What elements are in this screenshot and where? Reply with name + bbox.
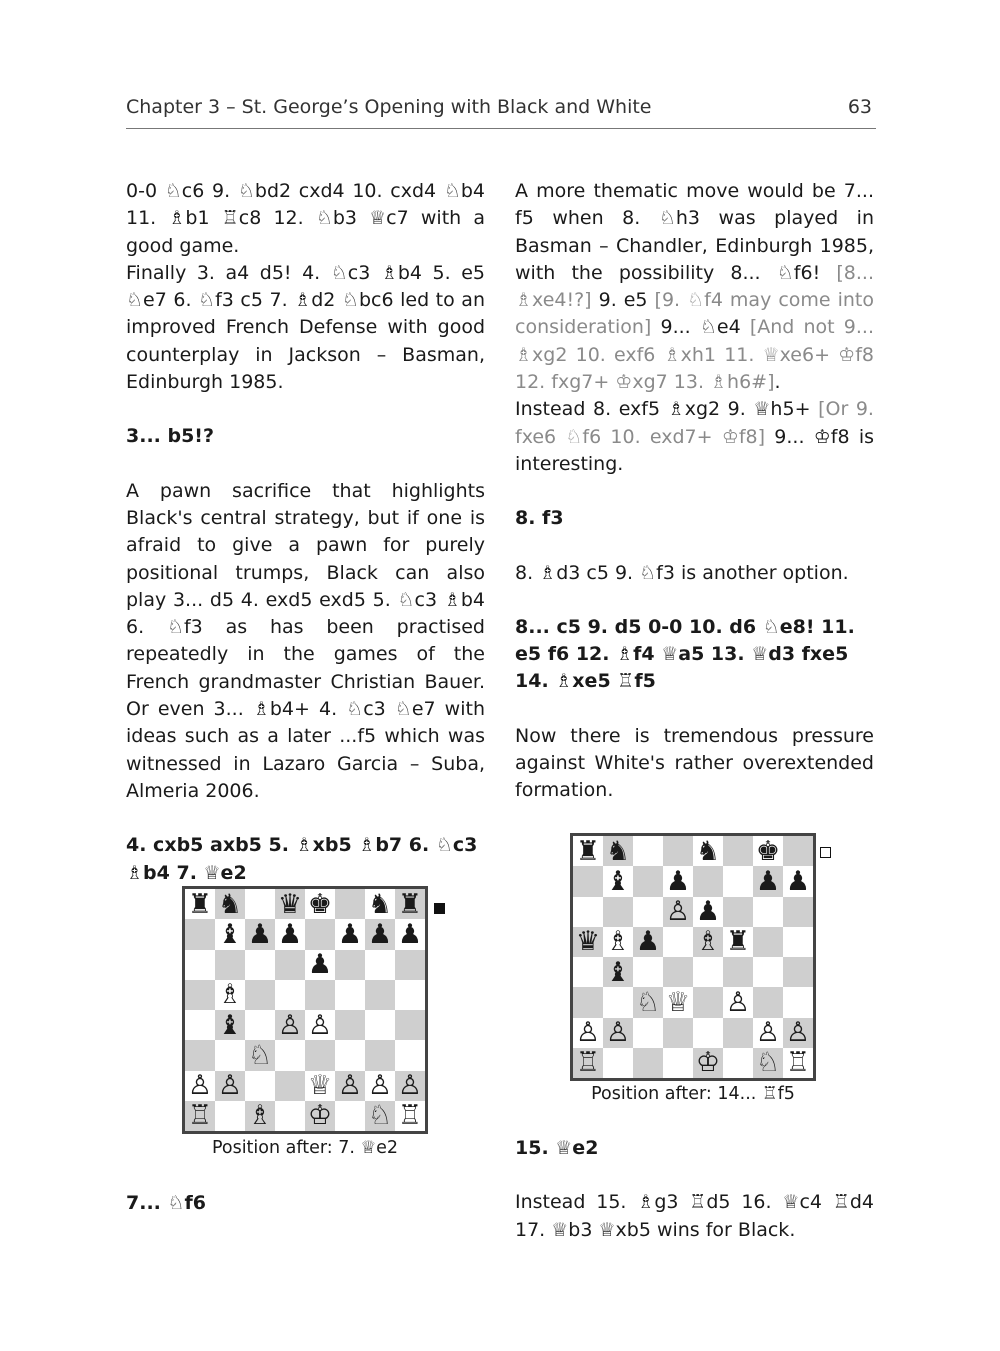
left-paragraph-1: 0-0 ♘c6 9. ♘bd2 cxd4 10. cxd4 ♘b4 11. ♗b1 ♖c8 12. ♘b3 ♕c7 with a good game.	[126, 180, 485, 257]
square-d1	[275, 1101, 305, 1131]
chess-piece: ♝	[217, 1009, 243, 1041]
move-heading-8f3: 8. f3	[515, 507, 564, 530]
square-b3	[603, 987, 633, 1017]
right-paragraph-3: 8. ♗d3 c5 9. ♘f3 is another option.	[515, 561, 849, 584]
square-a2	[185, 1071, 215, 1101]
square-d7	[275, 919, 305, 949]
square-f1	[723, 1048, 753, 1078]
square-g3	[753, 987, 783, 1017]
square-f8	[335, 889, 365, 919]
square-d2	[663, 1018, 693, 1048]
square-g5	[365, 980, 395, 1010]
square-d1	[663, 1048, 693, 1078]
square-c6	[245, 950, 275, 980]
chess-piece: ♟	[785, 865, 811, 897]
chess-piece: ♚	[755, 835, 781, 867]
chess-piece: ♙	[575, 1017, 601, 1049]
chess-piece: ♝	[605, 865, 631, 897]
square-f4	[335, 1010, 365, 1040]
square-g1	[365, 1101, 395, 1131]
square-g4	[365, 1010, 395, 1040]
square-f8	[723, 836, 753, 866]
square-h3	[395, 1040, 425, 1070]
chess-piece: ♕	[307, 1070, 333, 1102]
chess-piece: ♟	[755, 865, 781, 897]
square-h3	[783, 987, 813, 1017]
square-h2	[395, 1071, 425, 1101]
square-c4	[245, 1010, 275, 1040]
square-f2	[723, 1018, 753, 1048]
chess-piece: ♘	[247, 1039, 273, 1071]
square-c1	[245, 1101, 275, 1131]
square-e5	[693, 927, 723, 957]
chess-piece: ♟	[695, 896, 721, 928]
square-g8	[365, 889, 395, 919]
square-f1	[335, 1101, 365, 1131]
chess-piece: ♙	[367, 1070, 393, 1102]
text-main: A more thematic move would be 7... f5 when 8. ♘h3 was played in Basman – Chandler, Edinburgh 1985, with the possibility 8... ♘f6!	[515, 180, 874, 284]
chess-piece: ♟	[337, 918, 363, 950]
chess-piece: ♖	[785, 1047, 811, 1079]
square-h6	[783, 897, 813, 927]
square-g3	[365, 1040, 395, 1070]
square-g6	[753, 897, 783, 927]
chess-piece: ♜	[397, 888, 423, 920]
variation-grey: [And not 9... ♗xg2 10. exf6 ♗xh1 11. ♕xe6+ ♔f8 12. fxg7+ ♔xg7 13. ♗h6#]	[515, 316, 875, 394]
chess-piece: ♔	[695, 1047, 721, 1079]
chess-piece: ♝	[217, 918, 243, 950]
square-g7	[753, 866, 783, 896]
chess-piece: ♛	[277, 888, 303, 920]
move-heading-4cxb5: 4. cxb5 axb5 5. ♗xb5 ♗b7 6. ♘c3 ♗b4 7. ♕e2	[126, 834, 478, 884]
square-h5	[783, 927, 813, 957]
square-b4	[603, 957, 633, 987]
square-e2	[693, 1018, 723, 1048]
square-b7	[603, 866, 633, 896]
square-a5	[573, 927, 603, 957]
square-b2	[215, 1071, 245, 1101]
chessboard-1	[182, 886, 428, 1134]
chess-piece: ♔	[307, 1100, 333, 1132]
chessboard-2	[570, 833, 816, 1081]
text-main: 9... ♔f8 is interesting.	[515, 425, 874, 475]
diagram-1-caption: Position after: 7. ♕e2	[211, 1138, 399, 1158]
chess-piece: ♘	[755, 1047, 781, 1079]
variation-grey: [Or 9. fxe6 ♘f6 10. exd7+ ♔f8]	[515, 398, 874, 448]
square-d2	[275, 1071, 305, 1101]
square-b1	[603, 1048, 633, 1078]
square-a4	[573, 957, 603, 987]
square-b1	[215, 1101, 245, 1131]
chess-piece: ♙	[605, 1017, 631, 1049]
diagram-2-caption: Position after: 14... ♖f5	[591, 1084, 795, 1104]
square-a3	[573, 987, 603, 1017]
square-f7	[723, 866, 753, 896]
right-column	[515, 178, 874, 805]
move-heading-3b5: 3... b5!?	[126, 425, 214, 448]
right-paragraph-4: Now there is tremendous pressure against White's rather overextended formation.	[515, 724, 874, 802]
square-c5	[633, 927, 663, 957]
square-a8	[185, 889, 215, 919]
square-d6	[275, 950, 305, 980]
chess-piece: ♙	[337, 1070, 363, 1102]
right-paragraph-2	[515, 396, 874, 478]
chess-piece: ♜	[725, 926, 751, 958]
square-d6	[663, 897, 693, 927]
square-g6	[365, 950, 395, 980]
page-header	[126, 96, 876, 129]
chess-piece: ♜	[187, 888, 213, 920]
square-e7	[693, 866, 723, 896]
chess-piece: ♖	[187, 1100, 213, 1132]
chess-piece: ♝	[605, 956, 631, 988]
chess-piece: ♙	[725, 986, 751, 1018]
chess-piece: ♛	[575, 926, 601, 958]
white-to-move-marker	[820, 847, 831, 858]
text-main: 9... ♘e4	[660, 316, 741, 339]
square-b4	[215, 1010, 245, 1040]
chess-piece: ♟	[397, 918, 423, 950]
square-h1	[783, 1048, 813, 1078]
square-e6	[693, 897, 723, 927]
square-b8	[215, 889, 245, 919]
chess-piece: ♙	[665, 896, 691, 928]
square-h6	[395, 950, 425, 980]
square-g2	[753, 1018, 783, 1048]
square-a5	[185, 980, 215, 1010]
square-a4	[185, 1010, 215, 1040]
square-a1	[185, 1101, 215, 1131]
square-a3	[185, 1040, 215, 1070]
text-main: .	[774, 371, 781, 394]
square-e4	[693, 957, 723, 987]
left-paragraph-2: Finally 3. a4 d5! 4. ♘c3 ♗b4 5. e5 ♘e7 6. ♘f3 c5 7. ♗d2 ♘bc6 led to an improved French Defense with good counterplay in Jackson – Basman, Edinburgh 1985.	[126, 261, 485, 394]
square-b5	[215, 980, 245, 1010]
chess-piece: ♘	[635, 986, 661, 1018]
chess-piece: ♞	[605, 835, 631, 867]
square-a6	[573, 897, 603, 927]
square-b3	[215, 1040, 245, 1070]
chess-diagram-2	[570, 833, 816, 1081]
square-h5	[395, 980, 425, 1010]
square-h4	[783, 957, 813, 987]
square-f3	[335, 1040, 365, 1070]
chess-piece: ♙	[785, 1017, 811, 1049]
chess-piece: ♕	[665, 986, 691, 1018]
square-b6	[603, 897, 633, 927]
left-column-bottom	[126, 1190, 485, 1217]
square-e3	[305, 1040, 335, 1070]
square-f5	[335, 980, 365, 1010]
square-g4	[753, 957, 783, 987]
square-d3	[663, 987, 693, 1017]
square-e1	[305, 1101, 335, 1131]
chess-piece: ♗	[605, 926, 631, 958]
variation-grey: [8... ♗xe4!?]	[515, 261, 874, 312]
left-column	[126, 178, 485, 887]
chapter-title: Chapter 3 – St. George’s Opening with Black and White	[126, 96, 652, 118]
move-heading-15qe2: 15. ♕e2	[515, 1137, 599, 1159]
square-b8	[603, 836, 633, 866]
square-d4	[275, 1010, 305, 1040]
square-h8	[395, 889, 425, 919]
square-d7	[663, 866, 693, 896]
page-number: 63	[847, 96, 872, 118]
square-e4	[305, 1010, 335, 1040]
square-d3	[275, 1040, 305, 1070]
square-c1	[633, 1048, 663, 1078]
square-e7	[305, 919, 335, 949]
square-e3	[693, 987, 723, 1017]
square-c4	[633, 957, 663, 987]
square-c2	[633, 1018, 663, 1048]
chess-piece: ♖	[397, 1100, 423, 1132]
right-paragraph-5: Instead 15. ♗g3 ♖d5 16. ♕c4 ♖d4 17. ♕b3 ♕xb5 wins for Black.	[515, 1191, 874, 1241]
square-c7	[633, 866, 663, 896]
square-d5	[275, 980, 305, 1010]
square-g1	[753, 1048, 783, 1078]
square-h2	[783, 1018, 813, 1048]
square-f2	[335, 1071, 365, 1101]
chess-piece: ♟	[635, 926, 661, 958]
chess-piece: ♙	[397, 1070, 423, 1102]
square-e6	[305, 950, 335, 980]
square-e8	[693, 836, 723, 866]
square-e5	[305, 980, 335, 1010]
square-b2	[603, 1018, 633, 1048]
square-a2	[573, 1018, 603, 1048]
square-a7	[573, 866, 603, 896]
square-e1	[693, 1048, 723, 1078]
text-main: 9. e5	[598, 289, 648, 312]
chess-piece: ♗	[247, 1100, 273, 1132]
square-g8	[753, 836, 783, 866]
square-f6	[335, 950, 365, 980]
square-e8	[305, 889, 335, 919]
square-a6	[185, 950, 215, 980]
square-a7	[185, 919, 215, 949]
chess-piece: ♙	[307, 1009, 333, 1041]
square-h7	[783, 866, 813, 896]
chess-piece: ♟	[307, 949, 333, 981]
square-c7	[245, 919, 275, 949]
white-to-move-marker	[434, 903, 445, 914]
chess-piece: ♙	[187, 1070, 213, 1102]
square-c8	[633, 836, 663, 866]
square-a8	[573, 836, 603, 866]
chess-piece: ♞	[367, 888, 393, 920]
square-b7	[215, 919, 245, 949]
text-main: Instead 8. exf5 ♗xg2 9. ♕h5+	[515, 398, 811, 421]
square-g2	[365, 1071, 395, 1101]
square-g5	[753, 927, 783, 957]
chess-piece: ♟	[367, 918, 393, 950]
square-h8	[783, 836, 813, 866]
square-a1	[573, 1048, 603, 1078]
move-heading-8c5: 8... c5 9. d5 0-0 10. d6 ♘e8! 11. e5 f6 12. ♗f4 ♕a5 13. ♕d3 fxe5 14. ♗xe5 ♖f5	[515, 615, 855, 693]
square-d8	[663, 836, 693, 866]
square-d5	[663, 927, 693, 957]
chess-piece: ♗	[695, 926, 721, 958]
square-h1	[395, 1101, 425, 1131]
square-f3	[723, 987, 753, 1017]
chess-piece: ♙	[755, 1017, 781, 1049]
square-d4	[663, 957, 693, 987]
square-h4	[395, 1010, 425, 1040]
square-g7	[365, 919, 395, 949]
chess-piece: ♞	[695, 835, 721, 867]
square-c6	[633, 897, 663, 927]
chess-piece: ♙	[217, 1070, 243, 1102]
square-c5	[245, 980, 275, 1010]
right-column-bottom	[515, 1135, 874, 1244]
square-e2	[305, 1071, 335, 1101]
square-f7	[335, 919, 365, 949]
chess-piece: ♞	[217, 888, 243, 920]
square-d8	[275, 889, 305, 919]
square-c2	[245, 1071, 275, 1101]
chess-piece: ♟	[665, 865, 691, 897]
chess-piece: ♜	[575, 835, 601, 867]
move-heading-7nf6: 7... ♘f6	[126, 1192, 207, 1214]
chess-piece: ♖	[575, 1047, 601, 1079]
variation-grey: [9. ♘f4 may come into consideration]	[515, 289, 874, 339]
right-paragraph-1	[515, 178, 874, 396]
square-f5	[723, 927, 753, 957]
square-f6	[723, 897, 753, 927]
chess-diagram-1	[182, 886, 428, 1134]
chess-piece: ♗	[217, 979, 243, 1011]
left-paragraph-3: A pawn sacrifice that highlights Black's central strategy, but if one is afraid to give a pawn for purely positional trumps, Black can also play 3... d5 4. exd5 exd5 5. ♘c3 ♗b4 6. ♘f3 as has been practised repeatedly in the games of the French grandmaster Christian Bauer. Or even 3... ♗b4+ 4. ♘c3 ♘e7 with ideas such as a later ...f5 which was witnessed in Lazaro Garcia – Suba, Almeria 2006.	[126, 479, 485, 802]
square-c3	[245, 1040, 275, 1070]
chess-piece: ♘	[367, 1100, 393, 1132]
square-f4	[723, 957, 753, 987]
square-c3	[633, 987, 663, 1017]
chess-piece: ♚	[307, 888, 333, 920]
square-c8	[245, 889, 275, 919]
chess-piece: ♙	[277, 1009, 303, 1041]
chess-piece: ♟	[277, 918, 303, 950]
square-h7	[395, 919, 425, 949]
square-b6	[215, 950, 245, 980]
square-b5	[603, 927, 633, 957]
chess-piece: ♟	[247, 918, 273, 950]
